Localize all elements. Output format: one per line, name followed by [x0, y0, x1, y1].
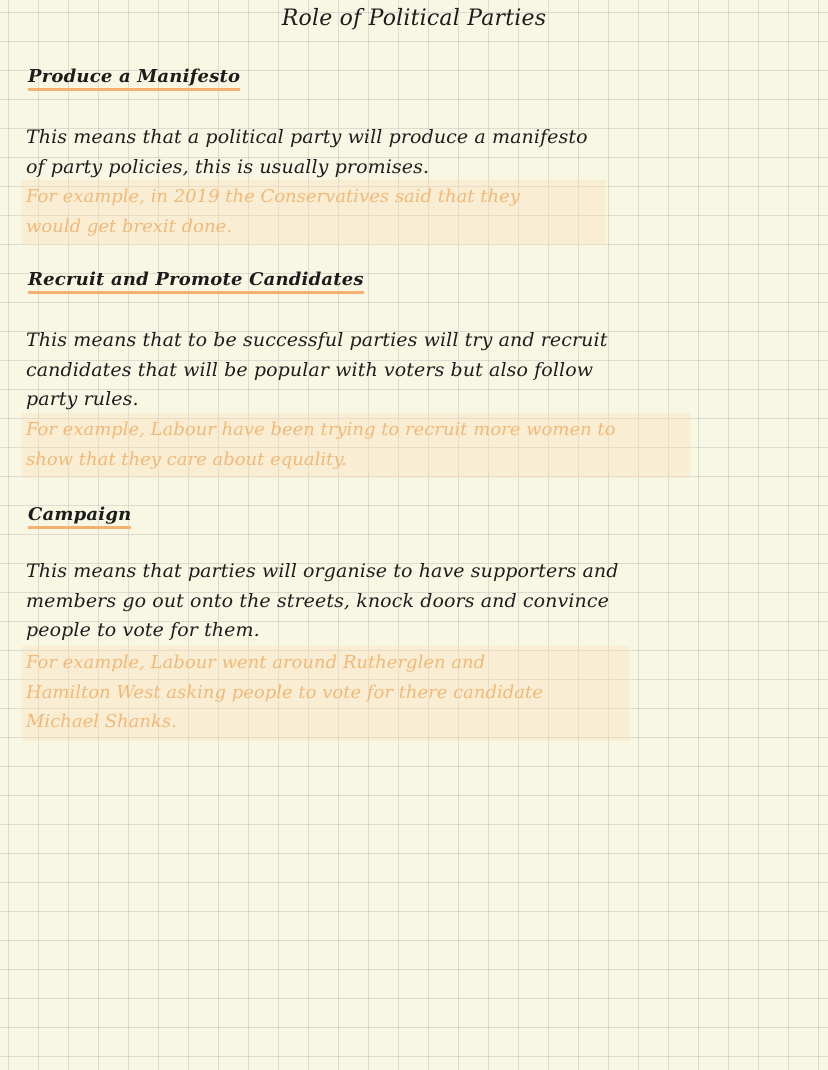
section-heading-candidates: Recruit and Promote Candidates — [28, 269, 364, 294]
section-heading-campaign: Campaign — [28, 504, 131, 529]
example-line: For example, in 2019 the Conservatives said that they — [26, 186, 520, 207]
example-highlight-candidates — [22, 413, 690, 478]
body-line: This means that parties will organise to have supporters and — [26, 560, 619, 582]
example-line: For example, Labour went around Rutherglen and — [26, 652, 486, 673]
section-heading-manifesto: Produce a Manifesto — [28, 66, 240, 91]
body-line: members go out onto the streets, knock doors and convince — [26, 589, 609, 612]
page-title: Role of Political Parties — [281, 6, 547, 31]
body-line: This means that to be successful parties will try and recruit — [26, 329, 608, 351]
example-line: Michael Shanks. — [26, 711, 177, 732]
body-line: people to vote for them. — [26, 619, 260, 641]
body-line: party rules. — [26, 388, 139, 410]
section-body-manifesto — [26, 123, 588, 182]
section-body-campaign — [26, 557, 619, 646]
example-line: For example, Labour have been trying to recruit more women to — [26, 419, 616, 440]
example-line: show that they care about equality. — [26, 448, 347, 470]
example-line: would get brexit done. — [26, 215, 232, 237]
section-body-candidates — [26, 326, 607, 415]
example-line: Hamilton West asking people to vote for there candidate — [26, 681, 543, 703]
example-highlight-campaign — [22, 646, 630, 741]
example-highlight-manifesto — [22, 180, 606, 245]
body-line: candidates that will be popular with voters but also follow — [26, 358, 594, 381]
body-line: of party policies, this is usually promises. — [26, 155, 430, 178]
body-line: This means that a political party will produce a manifesto — [26, 126, 588, 148]
